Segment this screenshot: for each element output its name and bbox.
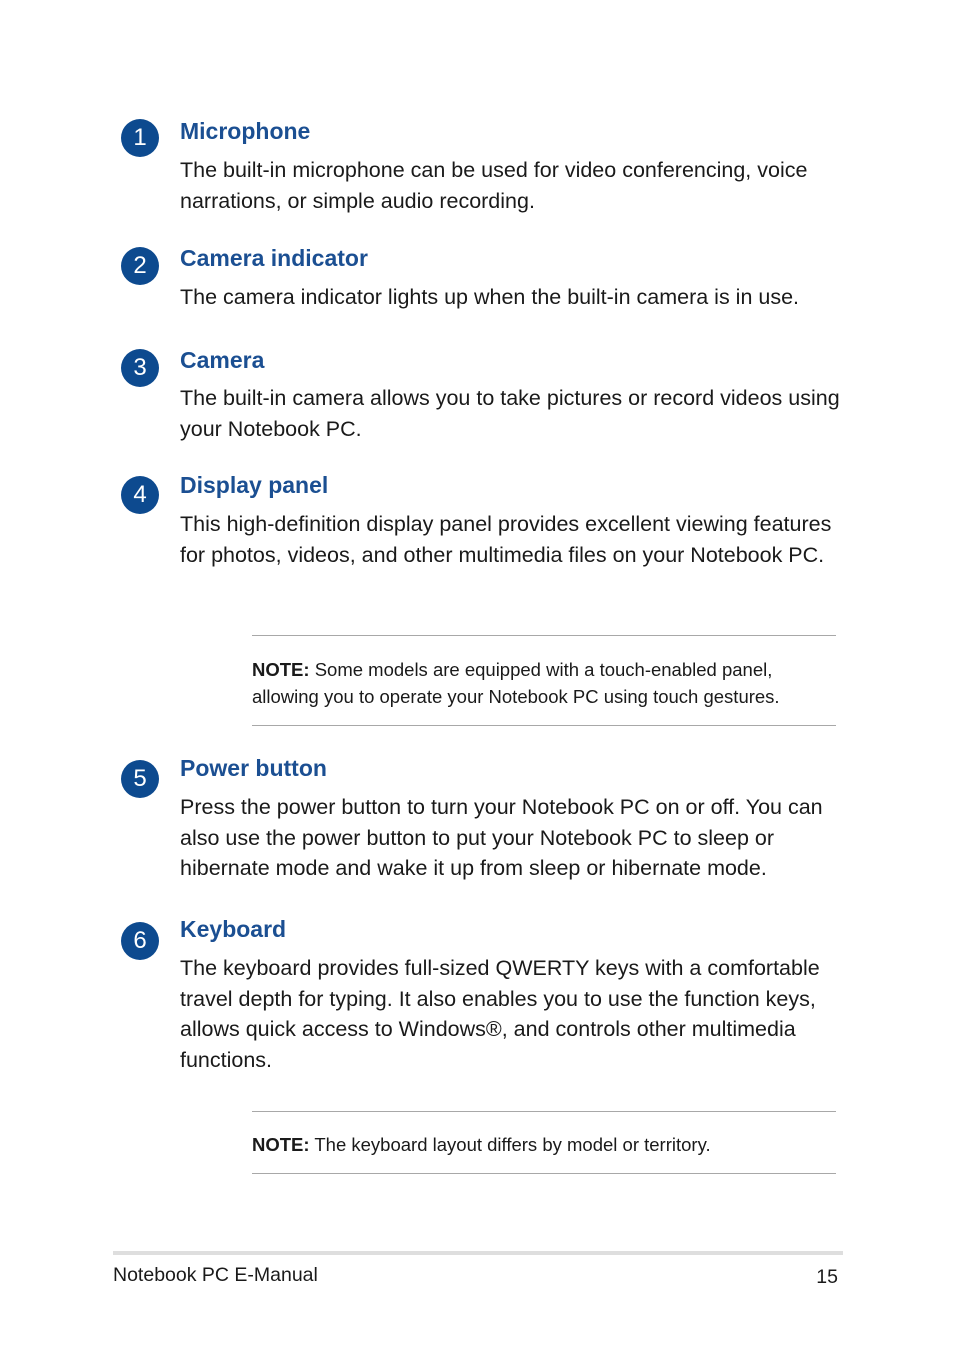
item-title: Microphone [180,118,311,144]
item-title: Display panel [180,472,329,498]
note-label: NOTE: [252,659,310,680]
item-description: The built-in microphone can be used for video conferencing, voice narrations, or simple audio recording. [180,158,808,213]
number-badge: 4 [121,476,159,514]
footer-divider [113,1251,843,1255]
note-label: NOTE: [252,1134,310,1155]
item-description: The keyboard provides full-sized QWERTY keys with a comfortable travel depth for typing. It also enables you to use the function keys, allows quick access to Windows®, and controls other multimedia functions. [180,956,820,1072]
footer-page-number: 15 [816,1266,838,1288]
note-box-touch-panel [252,635,836,726]
item-title: Camera indicator [180,245,368,271]
item-title: Keyboard [180,916,287,942]
number-badge: 1 [121,119,159,157]
number-badge: 5 [121,760,159,798]
number-badge: 2 [121,247,159,285]
number-badge: 6 [121,922,159,960]
item-description: Press the power button to turn your Notebook PC on or off. You can also use the power button to put your Notebook PC to sleep or hibernate mode and wake it up from sleep or hibernate mode. [180,795,823,880]
note-body: The keyboard layout differs by model or territory. [309,1134,711,1155]
note-box-keyboard-layout [252,1111,836,1174]
note-body: Some models are equipped with a touch-enabled panel, allowing you to operate your Notebook PC using touch gestures. [252,659,780,707]
item-title: Camera [180,347,265,373]
note-text [252,1131,836,1158]
item-description: The built-in camera allows you to take pictures or record videos using your Notebook PC. [180,386,840,441]
footer-manual-title: Notebook PC E-Manual [113,1264,318,1286]
item-description: This high-definition display panel provides excellent viewing features for photos, videos, and other multimedia files on your Notebook PC. [180,512,832,567]
note-text [252,656,836,710]
item-title: Power button [180,755,327,781]
item-description: The camera indicator lights up when the built-in camera is in use. [180,285,800,309]
number-badge: 3 [121,349,159,387]
